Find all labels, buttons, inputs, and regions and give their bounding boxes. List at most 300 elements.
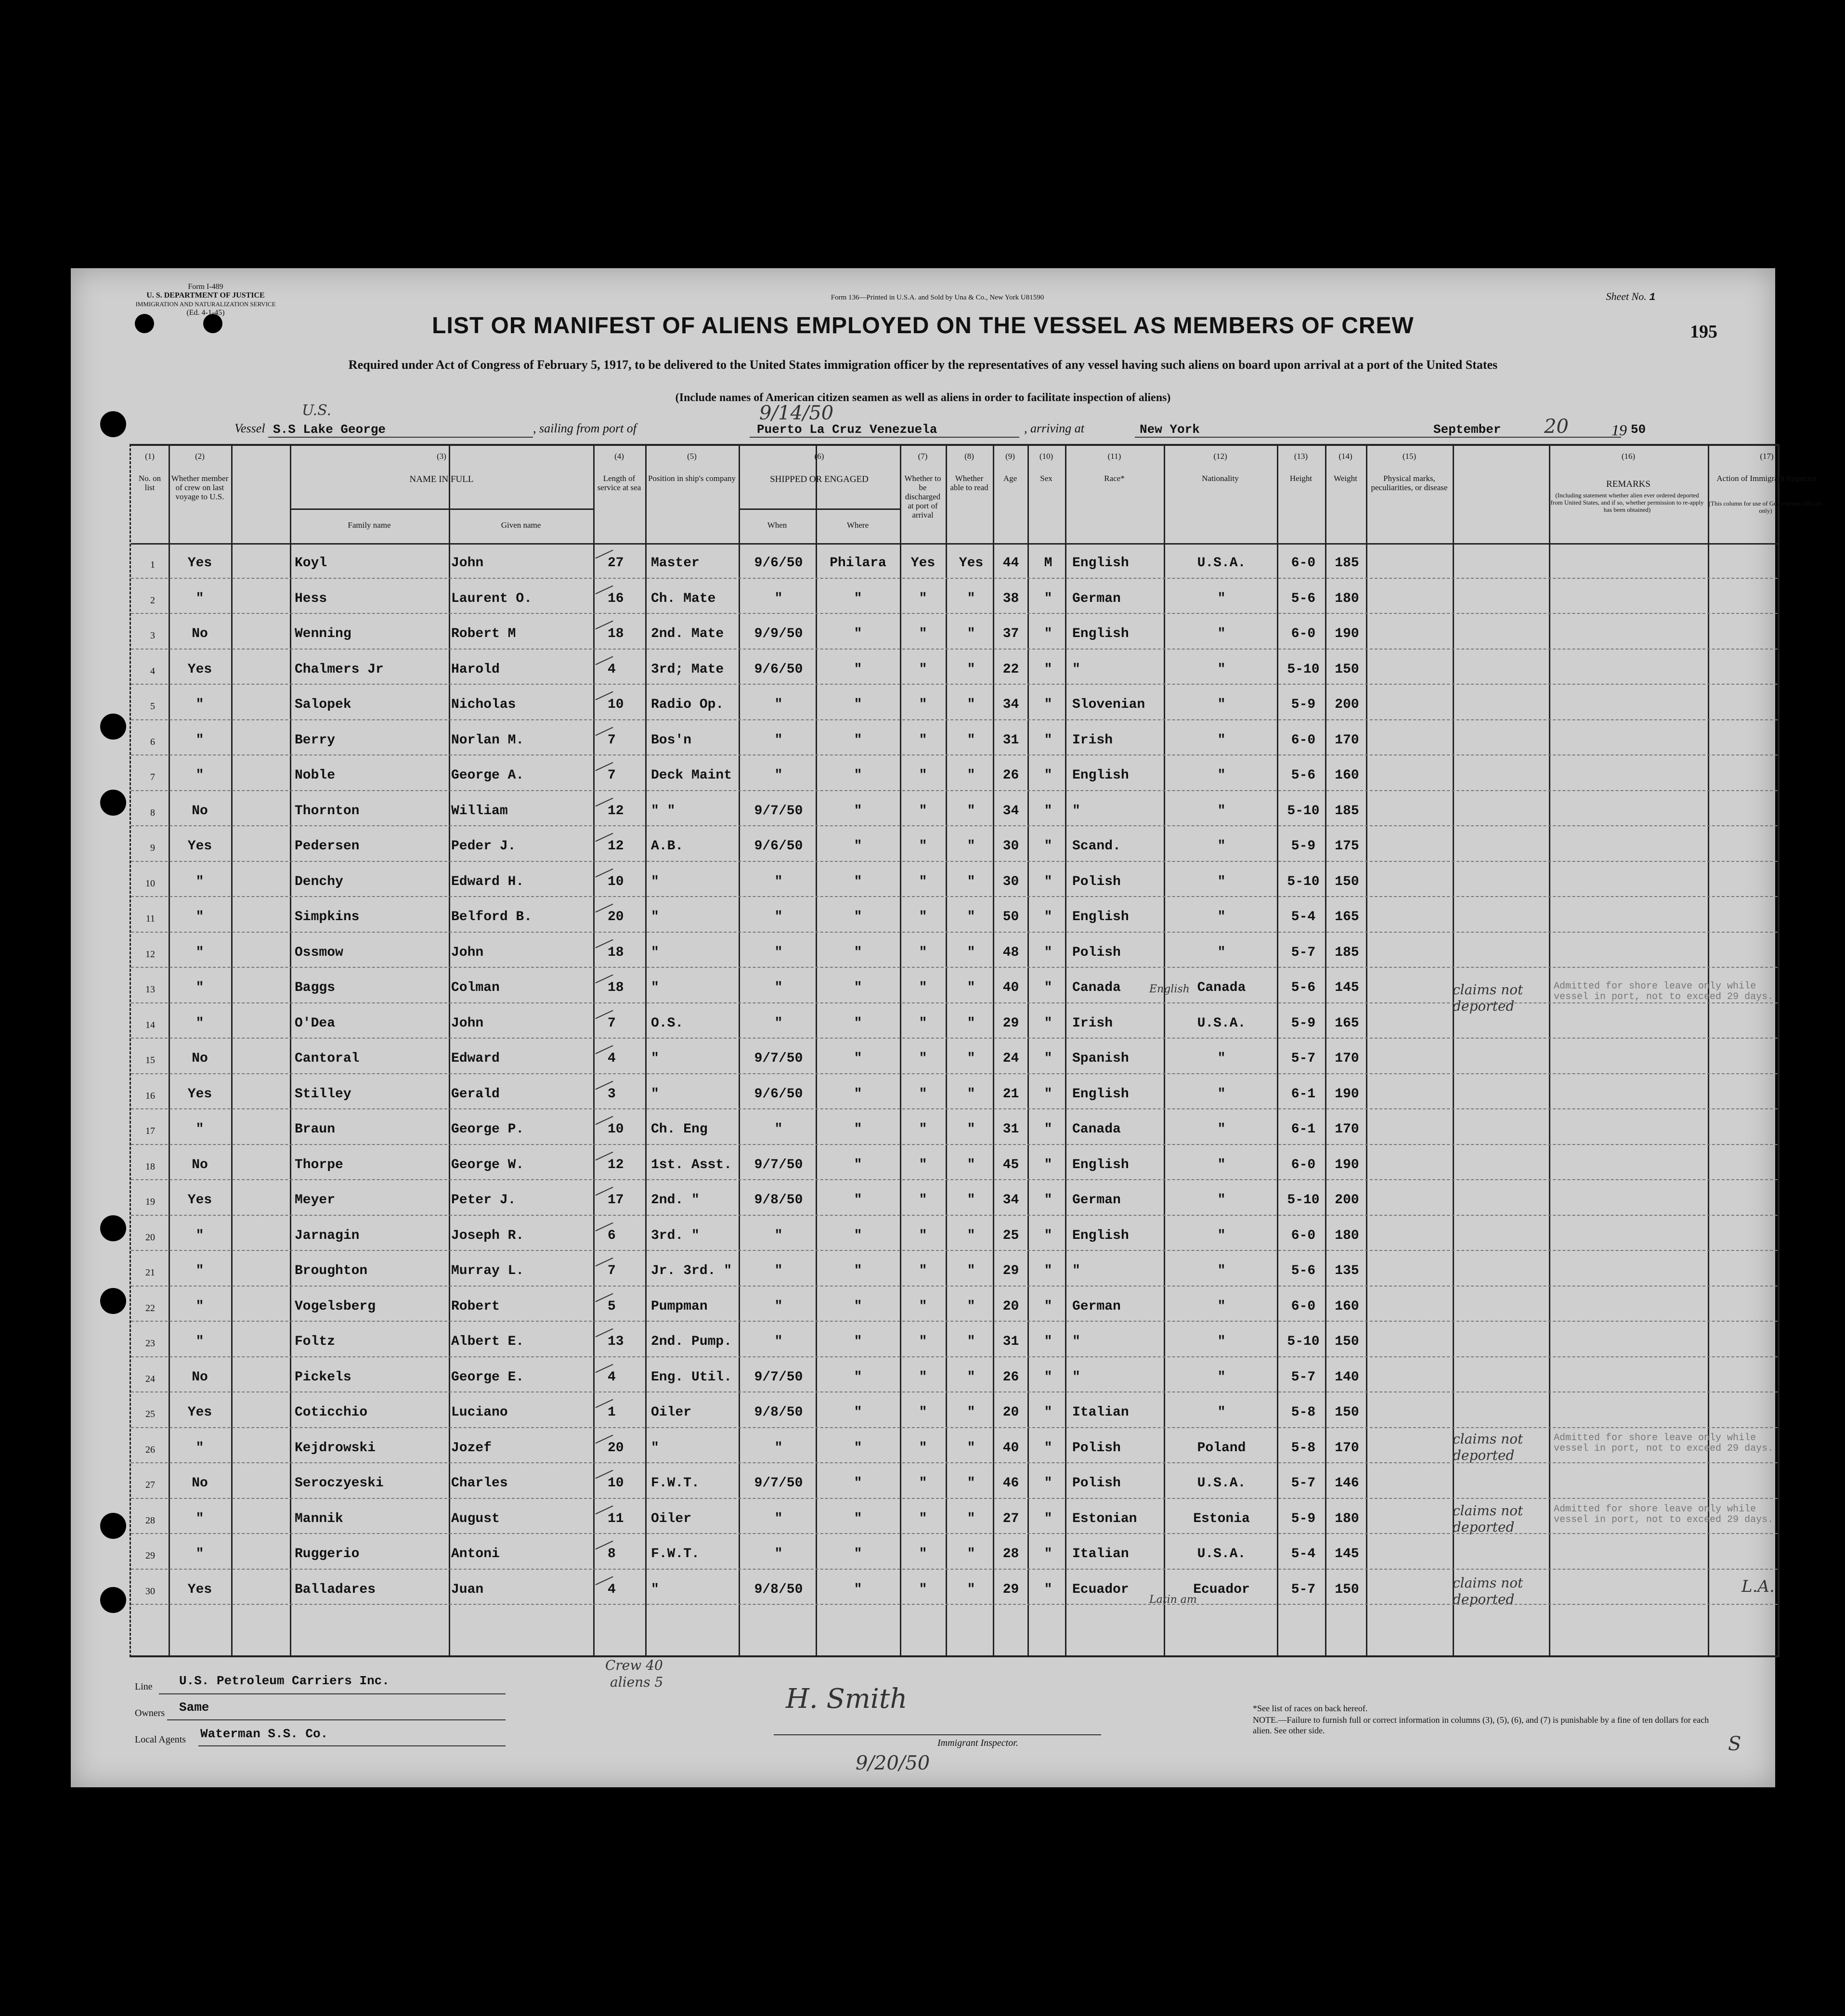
column-number: (9) <box>1005 452 1015 461</box>
cell-weight: 185 <box>1335 945 1359 960</box>
cell-when: " <box>774 1263 783 1278</box>
cell-sex: " <box>1044 768 1052 783</box>
cell-discharged: " <box>919 1440 927 1456</box>
cell-age: 38 <box>1002 591 1019 606</box>
cell-when: " <box>774 1122 783 1137</box>
cell-height: 5-8 <box>1291 1440 1316 1456</box>
column-number: (8) <box>964 452 974 461</box>
agents-value: Waterman S.S. Co. <box>200 1727 328 1741</box>
cell-nationality: Canada <box>1197 980 1246 995</box>
cell-given: Nicholas <box>451 697 516 712</box>
form-number: Form I-489 <box>188 283 223 291</box>
column-number: (15) <box>1402 452 1416 461</box>
cell-where: " <box>854 1547 862 1561</box>
cell-weight: 200 <box>1335 1193 1359 1208</box>
page-title: LIST OR MANIFEST OF ALIENS EMPLOYED ON THE VESSEL AS MEMBERS OF CREW <box>432 313 1414 338</box>
cell-discharged: " <box>919 1228 927 1243</box>
table-row <box>131 1180 1778 1215</box>
cell-age: 25 <box>1002 1228 1019 1243</box>
cell-height: 5-9 <box>1291 697 1316 712</box>
column-header: SHIPPED OR ENGAGED <box>770 474 869 484</box>
cell-age: 37 <box>1002 626 1019 641</box>
cell-family: Denchy <box>295 874 343 889</box>
cell-crew: Yes <box>187 556 212 571</box>
cell-position: " <box>651 1086 659 1102</box>
punch-hole <box>100 790 126 816</box>
cell-race: Canada <box>1072 980 1121 995</box>
column-number: (2) <box>195 452 205 461</box>
cell-sex: " <box>1044 1051 1052 1066</box>
cell-height: 5-4 <box>1291 1547 1316 1561</box>
cell-age: 29 <box>1002 1582 1019 1597</box>
cell-family: O'Dea <box>295 1015 336 1031</box>
cell-position: Ch. Mate <box>651 591 716 606</box>
cell-read: Yes <box>959 556 984 571</box>
punch-hole <box>100 1513 126 1539</box>
form-edition: (Ed. 4-1-45) <box>186 309 225 317</box>
cell-where: " <box>854 1405 862 1420</box>
cell-service: 11 <box>608 1511 624 1526</box>
cell-nationality: " <box>1217 1263 1226 1278</box>
cell-position: Pumpman <box>651 1299 708 1314</box>
table-row <box>131 614 1778 649</box>
cell-given: Laurent O. <box>451 591 533 606</box>
cell-where: " <box>854 1334 862 1349</box>
cell-read: " <box>967 839 975 854</box>
cell-height: 6-0 <box>1291 1299 1316 1314</box>
cell-when: 9/7/50 <box>754 1476 803 1491</box>
cell-race: Irish <box>1072 1015 1113 1031</box>
cell-family: Pedersen <box>295 839 360 854</box>
signature-underline <box>774 1734 1101 1735</box>
cell-read: " <box>967 1228 975 1243</box>
row-number: 11 <box>145 913 155 924</box>
table-row <box>131 1251 1778 1286</box>
port-to: New York <box>1140 422 1200 437</box>
row-number: 8 <box>150 807 155 818</box>
cell-crew: Yes <box>187 839 212 854</box>
cell-nationality: " <box>1217 591 1226 606</box>
cell-read: " <box>967 1476 975 1491</box>
cell-given: Albert E. <box>451 1334 524 1349</box>
cell-sex: " <box>1044 591 1052 606</box>
cell-crew: " <box>195 697 204 712</box>
line-underline <box>159 1693 506 1694</box>
column-header: Physical marks, peculiarities, or disease <box>1371 474 1448 492</box>
table-row <box>131 650 1778 685</box>
cell-age: 26 <box>1002 768 1019 783</box>
cell-race: English <box>1072 1086 1129 1102</box>
cell-height: 5-8 <box>1291 1405 1316 1420</box>
cell-service: 18 <box>608 945 624 960</box>
aliens-total: aliens 5 <box>610 1674 663 1690</box>
header-sub-rule <box>739 508 900 510</box>
cell-when: " <box>774 732 783 748</box>
cell-when: " <box>774 697 783 712</box>
row-number: 16 <box>145 1090 155 1101</box>
cell-service: 10 <box>608 697 624 712</box>
cell-race: German <box>1072 1299 1121 1314</box>
cell-given: Antoni <box>451 1547 500 1561</box>
cell-weight: 150 <box>1335 1582 1359 1597</box>
sheet-label: Sheet No. <box>1606 290 1647 302</box>
cell-sex: " <box>1044 1228 1052 1243</box>
cell-discharged: " <box>919 1299 927 1314</box>
cell-weight: 180 <box>1335 1228 1359 1243</box>
table-row <box>131 543 1778 578</box>
row-number: 6 <box>150 736 155 747</box>
claims-not-deported-13: claims not deported <box>1453 982 1523 1014</box>
cell-nationality: Poland <box>1197 1440 1246 1456</box>
cell-sex: " <box>1044 874 1052 889</box>
column-number: (12) <box>1213 452 1227 461</box>
cell-sex: " <box>1044 662 1052 677</box>
cell-position: Oiler <box>651 1511 692 1526</box>
row-number: 30 <box>145 1586 155 1597</box>
cell-nationality: U.S.A. <box>1197 556 1246 571</box>
cell-height: 5-10 <box>1287 803 1320 819</box>
cell-race: English <box>1072 768 1129 783</box>
table-row <box>131 1322 1778 1357</box>
cell-weight: 170 <box>1335 1051 1359 1066</box>
cell-service: 7 <box>608 732 616 748</box>
cell-height: 5-9 <box>1291 839 1316 854</box>
table-row <box>131 1145 1778 1180</box>
cell-discharged: " <box>919 1157 927 1172</box>
cell-weight: 180 <box>1335 1511 1359 1526</box>
cell-given: Peder J. <box>451 839 516 854</box>
cell-read: " <box>967 1547 975 1561</box>
serial-number: 195 <box>1690 322 1717 342</box>
cell-nationality: " <box>1217 1334 1226 1349</box>
remarks-note: (Including statement whether alien ever ordered deported from United States, and if so, whether permission to re-apply has been obtained) <box>1550 492 1704 513</box>
cell-sex: " <box>1044 839 1052 854</box>
cell-given: George W. <box>451 1157 524 1172</box>
column-header: Race* <box>1104 474 1125 483</box>
cell-position: F.W.T. <box>651 1547 700 1561</box>
cell-when: " <box>774 768 783 783</box>
cell-crew: " <box>195 768 204 783</box>
cell-nationality: " <box>1217 839 1226 854</box>
cell-service: 10 <box>608 1122 624 1137</box>
cell-height: 5-9 <box>1291 1015 1316 1031</box>
cell-family: Balladares <box>295 1582 376 1597</box>
cell-crew: No <box>192 1476 208 1491</box>
cell-weight: 170 <box>1335 1122 1359 1137</box>
vessel-label: Vessel <box>234 421 265 435</box>
claims-not-deported-28: claims not deported <box>1453 1503 1523 1535</box>
cell-nationality: " <box>1217 1157 1226 1172</box>
cell-service: 7 <box>608 768 616 783</box>
cell-discharged: " <box>919 1369 927 1385</box>
cell-where: " <box>854 732 862 748</box>
cell-race: Scand. <box>1072 839 1121 854</box>
cell-nationality: " <box>1217 1405 1226 1420</box>
cell-weight: 160 <box>1335 768 1359 783</box>
cell-height: 5-6 <box>1291 980 1316 995</box>
cell-given: Peter J. <box>451 1193 516 1208</box>
row-number: 10 <box>145 878 155 889</box>
cell-family: Hess <box>295 591 327 606</box>
cell-read: " <box>967 1193 975 1208</box>
cell-sex: " <box>1044 980 1052 995</box>
cell-where: " <box>854 662 862 677</box>
cell-position: 2nd. " <box>651 1193 700 1208</box>
cell-sex: " <box>1044 1122 1052 1137</box>
cell-age: 30 <box>1002 839 1019 854</box>
cell-given: Joseph R. <box>451 1228 524 1243</box>
table-row <box>131 755 1778 791</box>
cell-discharged: Yes <box>910 556 935 571</box>
cell-when: 9/8/50 <box>754 1582 803 1597</box>
cell-height: 6-1 <box>1291 1122 1316 1137</box>
cell-given: John <box>451 1015 484 1031</box>
cell-age: 31 <box>1002 1122 1019 1137</box>
cell-given: Luciano <box>451 1405 508 1420</box>
cell-given: Colman <box>451 980 500 995</box>
cell-where: " <box>854 1228 862 1243</box>
cell-when: 9/8/50 <box>754 1405 803 1420</box>
action-note: (This column for use of Government officials only) <box>1708 500 1823 514</box>
cell-nationality: " <box>1217 874 1226 889</box>
cell-position: Master <box>651 556 700 571</box>
cell-height: 5-7 <box>1291 945 1316 960</box>
cell-discharged: " <box>919 697 927 712</box>
cell-crew: No <box>192 1051 208 1066</box>
fine-note: NOTE.—Failure to furnish full or correct information in columns (3), (5), (6), and (7) is punishable by a fine of ten dollars for each alien. See other side. <box>1253 1715 1709 1735</box>
cell-read: " <box>967 1405 975 1420</box>
cell-age: 30 <box>1002 874 1019 889</box>
cell-family: Foltz <box>295 1334 336 1349</box>
arriving-label: , arriving at <box>1024 421 1084 435</box>
cell-discharged: " <box>919 1051 927 1066</box>
cell-service: 4 <box>608 1582 616 1597</box>
cell-crew: " <box>195 1015 204 1031</box>
cell-position: 3rd; Mate <box>651 662 724 677</box>
cell-weight: 190 <box>1335 626 1359 641</box>
cell-family: Ruggerio <box>295 1547 360 1561</box>
cell-sex: " <box>1044 945 1052 960</box>
table-row <box>131 720 1778 755</box>
cell-race: Italian <box>1072 1547 1129 1561</box>
cell-read: " <box>967 980 975 995</box>
column-header: Sex <box>1040 474 1052 483</box>
cell-family: Wenning <box>295 626 351 641</box>
cell-position: " <box>651 910 659 924</box>
cell-family: Simpkins <box>295 910 360 924</box>
row-number: 20 <box>145 1232 155 1243</box>
cell-where: " <box>854 768 862 783</box>
row-number: 26 <box>145 1444 155 1455</box>
cell-crew: No <box>192 1157 208 1172</box>
row-number: 28 <box>145 1515 155 1526</box>
cell-sex: " <box>1044 1157 1052 1172</box>
cell-family: Noble <box>295 768 336 783</box>
cell-sex: " <box>1044 1369 1052 1385</box>
cell-read: " <box>967 1086 975 1102</box>
claims-not-deported-26: claims not deported <box>1453 1431 1523 1463</box>
cell-race: German <box>1072 1193 1121 1208</box>
table-row <box>131 862 1778 897</box>
cell-position: Jr. 3rd. " <box>651 1263 732 1278</box>
cell-position: " <box>651 874 659 889</box>
column-header: Height <box>1289 474 1312 483</box>
cell-read: " <box>967 1122 975 1137</box>
footer-owners <box>135 1700 209 1719</box>
cell-given: Edward H. <box>451 874 524 889</box>
row-number: 14 <box>145 1019 155 1030</box>
owners-underline <box>167 1719 506 1720</box>
cell-crew: " <box>195 910 204 924</box>
cell-read: " <box>967 591 975 606</box>
cell-given: August <box>451 1511 500 1526</box>
cell-service: 20 <box>608 1440 624 1456</box>
cell-position: Radio Op. <box>651 697 724 712</box>
sheet-value: 1 <box>1649 291 1656 303</box>
corner-mark: S <box>1728 1733 1741 1755</box>
cell-height: 5-6 <box>1291 591 1316 606</box>
cell-discharged: " <box>919 1263 927 1278</box>
punch-hole <box>100 1288 126 1314</box>
header-family-name: Family name <box>348 520 391 530</box>
column-header: Position in ship's company <box>648 474 736 483</box>
vessel-line <box>234 402 1679 439</box>
cell-weight: 190 <box>1335 1086 1359 1102</box>
shore-leave-remark-13: Admitted for shore leave only while vessel in port, not to exceed 29 days. <box>1554 981 1774 1002</box>
cell-race: English <box>1072 1157 1129 1172</box>
row-number: 9 <box>150 843 155 853</box>
cell-discharged: " <box>919 839 927 854</box>
cell-position: 3rd. " <box>651 1228 700 1243</box>
cell-where: " <box>854 1511 862 1526</box>
cell-nationality: " <box>1217 1051 1226 1066</box>
cell-position: " <box>651 1440 659 1456</box>
column-header: Action of Immigrant Inspector <box>1716 474 1817 483</box>
cell-weight: 180 <box>1335 591 1359 606</box>
cell-when: 9/7/50 <box>754 1157 803 1172</box>
cell-weight: 170 <box>1335 732 1359 748</box>
cell-discharged: " <box>919 1511 927 1526</box>
cell-service: 8 <box>608 1547 616 1561</box>
cell-weight: 150 <box>1335 662 1359 677</box>
column-header: NAME IN FULL <box>409 474 474 484</box>
column-number: (10) <box>1039 452 1053 461</box>
cell-crew: " <box>195 1547 204 1561</box>
cell-read: " <box>967 1511 975 1526</box>
cell-crew: Yes <box>187 1086 212 1102</box>
cell-service: 6 <box>608 1228 616 1243</box>
row-number: 3 <box>150 630 155 641</box>
column-number: (7) <box>918 452 928 461</box>
cell-where: " <box>854 839 862 854</box>
row-number: 21 <box>145 1267 155 1278</box>
cell-discharged: " <box>919 945 927 960</box>
cell-race: Polish <box>1072 1476 1121 1491</box>
row-number: 29 <box>145 1550 155 1561</box>
cell-given: William <box>451 803 508 819</box>
cell-position: Eng. Util. <box>651 1369 732 1385</box>
cell-race: English <box>1072 1228 1129 1243</box>
cell-family: Salopek <box>295 697 351 712</box>
owners-value: Same <box>179 1700 209 1715</box>
cell-crew: " <box>195 980 204 995</box>
cell-where: " <box>854 945 862 960</box>
date-underline <box>1409 437 1621 438</box>
cell-nationality: Ecuador <box>1193 1582 1250 1597</box>
manifest-sheet <box>71 268 1823 1787</box>
cell-discharged: " <box>919 1547 927 1561</box>
arrival-underline <box>1135 437 1409 438</box>
cell-position: Ch. Eng <box>651 1122 708 1137</box>
header-sub-rule <box>290 508 593 510</box>
line-label: Line <box>135 1681 153 1692</box>
port-from: Puerto La Cruz Venezuela <box>757 422 937 437</box>
cell-age: 45 <box>1002 1157 1019 1172</box>
cell-read: " <box>967 662 975 677</box>
table-row <box>131 826 1778 861</box>
cell-age: 50 <box>1002 910 1019 924</box>
cell-given: Gerald <box>451 1086 500 1102</box>
cell-nationality: U.S.A. <box>1197 1015 1246 1031</box>
cell-given: Murray L. <box>451 1263 524 1278</box>
cell-discharged: " <box>919 1405 927 1420</box>
cell-read: " <box>967 1157 975 1172</box>
cell-service: 4 <box>608 1369 616 1385</box>
table-row <box>131 1074 1778 1109</box>
cell-where: " <box>854 1015 862 1031</box>
cell-discharged: " <box>919 768 927 783</box>
row-number: 5 <box>150 701 155 712</box>
cell-where: " <box>854 1299 862 1314</box>
cell-position: F.W.T. <box>651 1476 700 1491</box>
cell-family: Baggs <box>295 980 336 995</box>
cell-weight: 165 <box>1335 1015 1359 1031</box>
vessel-us-handwritten: U.S. <box>302 402 332 419</box>
cell-where: " <box>854 803 862 819</box>
row-number: 27 <box>145 1480 155 1490</box>
cell-given: Charles <box>451 1476 508 1491</box>
row-number: 25 <box>145 1409 155 1419</box>
cell-sex: " <box>1044 1405 1052 1420</box>
table-row <box>131 1039 1778 1074</box>
column-header: Whether member of crew on last voyage to U.S. <box>171 474 229 501</box>
sailing-label: , sailing from port of <box>533 421 637 435</box>
cell-family: Mannik <box>295 1511 343 1526</box>
cell-sex: " <box>1044 1511 1052 1526</box>
cell-when: " <box>774 591 783 606</box>
table-row <box>131 685 1778 720</box>
cell-when: 9/6/50 <box>754 1086 803 1102</box>
cell-nationality: Estonia <box>1193 1511 1250 1526</box>
cell-discharged: " <box>919 1334 927 1349</box>
cell-weight: 170 <box>1335 1440 1359 1456</box>
punch-hole <box>100 411 126 437</box>
cell-race: Slovenian <box>1072 697 1145 712</box>
cell-age: 44 <box>1002 556 1019 571</box>
cell-read: " <box>967 1299 975 1314</box>
cell-discharged: " <box>919 1193 927 1208</box>
cell-crew: No <box>192 626 208 641</box>
cell-crew: " <box>195 1334 204 1349</box>
cell-nationality: " <box>1217 626 1226 641</box>
cell-height: 5-10 <box>1287 1334 1320 1349</box>
cell-when: " <box>774 1547 783 1561</box>
cell-service: 5 <box>608 1299 616 1314</box>
column-number: (14) <box>1338 452 1352 461</box>
column-number: (3) <box>437 452 446 461</box>
cell-family: Meyer <box>295 1193 336 1208</box>
cell-position: 2nd. Pump. <box>651 1334 732 1349</box>
